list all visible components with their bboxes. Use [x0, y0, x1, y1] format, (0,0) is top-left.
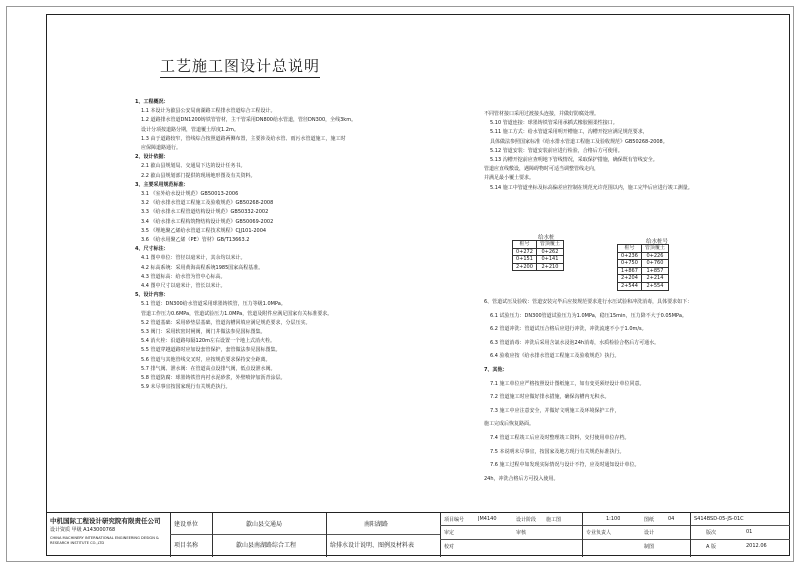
version-value: 01 — [746, 529, 753, 535]
note-line: 5.6 管道与其他管线交叉时，应按规范要求保持安全距离。 — [141, 356, 271, 363]
note-line: 并满足最小覆土要求。 — [484, 175, 535, 182]
proofread-label: 校对 — [444, 544, 455, 550]
note-line: 5、设计内容： — [135, 292, 169, 299]
note-line: 设计分项按道路分期，管道覆土厚度1.2m。 — [141, 126, 239, 133]
note-line: 5.3 阀门：采用软密封闸阀，阀门井做法参见国标图集。 — [141, 329, 266, 336]
table-header-cell: 桩号 — [618, 245, 642, 253]
note-line: 管道应直线敷设，遇障碍物时可适当调整管线走向， — [484, 166, 600, 173]
note-line: 5.14 施工中管道坐标及标高偏差应控制在规范允许范围以内，施工完毕后应进行竣工测量。 — [490, 184, 693, 191]
table-cell: 0+151 — [513, 256, 537, 264]
table-cell: 0+226 — [641, 252, 668, 260]
note-line: 3.3 《给水排水工程管道结构设计规范》GB50332-2002 — [141, 209, 269, 216]
note-line: 7.2 管道施工时应做好排水措施，确保沟槽内无积水。 — [490, 394, 610, 401]
pipe-table-2 — [617, 244, 669, 291]
note-line: 5.10 管道连接：球墨铸铁管采用承插式橡胶圈柔性接口。 — [490, 120, 618, 127]
drawing-number: S414BSD-05-JS-01C — [694, 516, 744, 522]
table-cell: 1+857 — [641, 267, 668, 275]
table-header-cell: 桩号 — [513, 241, 537, 249]
table-cell: 2+204 — [618, 275, 642, 283]
right-notes-column-2 — [484, 296, 764, 486]
note-line: 7、其他： — [484, 366, 508, 373]
note-line: 3.6 《给水用聚乙烯（PE）管材》GB/T13663.2 — [141, 237, 250, 244]
left-notes-column — [135, 98, 380, 393]
note-line: 6.2 管道冲洗：管道试压合格后应进行冲洗，冲洗流速不小于1.0m/s。 — [490, 326, 647, 333]
table-cell: 1+867 — [618, 267, 642, 275]
note-line: 5.5 管道穿越道路时应加设套管保护，套管做法参见国标图集。 — [141, 347, 281, 354]
unit-label: 建设单位 — [174, 521, 199, 528]
table-row — [618, 282, 669, 290]
project-no-label: 项目编号 — [444, 517, 465, 523]
drawing-title-2: 给排水设计说明、图例及材料表 — [330, 542, 415, 549]
project-name: 歙山县南湖路综合工程 — [236, 542, 297, 549]
note-line: 管道工作压力0.6MPa，管道试验压力1.0MPa，管道及附件应满足国家有关标准要求。 — [141, 310, 333, 317]
table-cell: 0+760 — [641, 260, 668, 268]
note-line: 1、工程概况： — [135, 99, 169, 105]
note-line: 5.7 排气阀、泄水阀：在管道高点设排气阀，低点设泄水阀。 — [141, 365, 276, 372]
note-line: 3.2 《给水排水管道工程施工及验收规范》GB50268-2008 — [141, 200, 274, 207]
sheet-no: 04 — [668, 516, 675, 522]
company-name-en: CHINA MACHINERY INTERNATIONAL ENGINEERING DESIGN & RESEARCH INSTITUTE CO.,LTD — [50, 536, 159, 545]
client-name: 歙山县交通局 — [246, 521, 283, 528]
table-row — [618, 275, 669, 283]
note-line: 2.1 歙山县规划局、交通局下达的设计任务书。 — [141, 163, 246, 170]
design-stage-label: 设计阶段 — [516, 517, 537, 523]
table-row — [618, 252, 669, 260]
note-line: 5.2 管道基础：采用砂垫层基础，管道沟槽回填应满足规范要求，分层压实。 — [141, 319, 311, 326]
note-line: 具体做法参照国家标准《给水排水管道工程施工及验收规范》GB50268-2008。 — [490, 138, 668, 145]
table-row — [618, 260, 669, 268]
table-cell: 2+544 — [618, 282, 642, 290]
note-line: 7.1 施工单位应严格按照设计图纸施工，如有变更须经设计单位同意。 — [490, 380, 645, 387]
table-row — [513, 263, 564, 271]
company-cert: 设计资质 甲级 A143000768 — [50, 527, 116, 533]
table-header-cell: 管顶覆土 — [536, 241, 563, 249]
note-line: 1.3 由于道路较窄，管线综合按照道路两侧布置，主要涉及给水管、雨污水管道施工，施工时 — [141, 135, 346, 142]
version-label: 版次 — [706, 530, 717, 536]
note-line: 2、设计依据： — [135, 154, 169, 161]
note-line: 5.1 管道：DN300给水管道采用球墨铸铁管，压力等级1.0MPa。 — [141, 301, 286, 308]
date-value: 2012.06 — [746, 543, 767, 549]
note-line: 7.5 本说明未尽事宜，按国家及地方现行有关规范标准执行。 — [490, 448, 625, 455]
note-line: 7.6 施工过程中如发现实际情况与设计不符，应及时通知设计单位。 — [490, 462, 640, 469]
note-line: 3.5 《埋地聚乙烯给水管道工程技术规程》CJJ101-2004 — [141, 227, 267, 234]
right-notes-column — [484, 110, 764, 193]
drawing-title-1: 南阳湖路 — [364, 521, 389, 528]
scale-value: 1:100 — [606, 516, 621, 522]
note-line: 3、主要采用规范标准： — [135, 181, 189, 188]
page-title: 工艺施工图设计总说明 — [160, 55, 320, 78]
title-block — [46, 512, 790, 557]
draw-label: 制图 — [644, 544, 655, 550]
table-cell: 2+554 — [641, 282, 668, 290]
note-line: 不同管材接口采用过渡接头连接，并做好防腐处理。 — [484, 111, 600, 117]
note-line: 6.3 管道消毒：冲洗后采用含氯水浸泡24h消毒，水质检验合格后方可通水。 — [490, 339, 660, 346]
table-cell: 2+210 — [536, 263, 563, 271]
table-cell: 0+272 — [513, 248, 537, 256]
note-line: 应保障道路通行。 — [141, 145, 182, 152]
pipe-table-1 — [512, 240, 564, 271]
note-line: 6.4 验收应按《给水排水管道工程施工及验收规范》执行。 — [490, 353, 620, 360]
table-cell: 0+750 — [618, 260, 642, 268]
project-label: 项目名称 — [174, 542, 199, 549]
table-header-cell: 管顶覆土 — [641, 245, 668, 253]
note-line: 5.4 消火栓：沿道路每隔120m左右设置一个地上式消火栓。 — [141, 338, 275, 345]
note-line: 6、管道试压及验收：管道安装完毕后应按规范要求进行水压试验和冲洗消毒，具体要求如下： — [484, 299, 693, 305]
note-line: 4.3 管道标高：给水管为管中心标高。 — [141, 273, 226, 280]
table1-caption: 给水桩 — [538, 235, 555, 241]
table-row — [618, 267, 669, 275]
table-cell: 2+214 — [641, 275, 668, 283]
note-line: 4.1 图中单位：管径以毫米计，其余均以米计。 — [141, 255, 246, 262]
table-cell: 0+141 — [536, 256, 563, 264]
company-name: 中机国际工程设计研究院有限责任公司 — [50, 517, 161, 525]
responsible-label: 专业负责人 — [586, 530, 612, 536]
table-row — [513, 248, 564, 256]
note-line: 4.4 图中尺寸以毫米计，管长以米计。 — [141, 283, 226, 290]
note-line: 24h，冲洗合格后方可投入使用。 — [484, 475, 559, 482]
note-line: 5.12 管道安装：管道安装前应进行检验，合格后方可使用。 — [490, 147, 623, 154]
sheet-label: 图纸 — [644, 517, 655, 523]
note-line: 3.4 《给水排水工程构筑物结构设计规范》GB50069-2002 — [141, 218, 274, 225]
design-stage: 施工图 — [546, 517, 562, 523]
table-cell: 2+200 — [513, 263, 537, 271]
note-line: 3.1 《室外给水设计规范》GB50013-2006 — [141, 191, 239, 198]
note-line: 5.13 沟槽开挖前应查明地下管线情况，采取保护措施，确保既有管线安全。 — [490, 157, 658, 164]
note-line: 4、尺寸标注： — [135, 246, 169, 253]
table-row — [513, 256, 564, 264]
note-line: 2.2 歙山县规划部门提供的现场地形图及有关资料。 — [141, 172, 256, 179]
note-line: 1.2 道路排水管道DN1200铸铁管管材，主干管采用DN800给水管道，管径DN300，全线3km。 — [141, 117, 357, 124]
note-line: 7.4 管道工程竣工后应及时整理竣工资料，交付使用单位存档。 — [490, 434, 630, 441]
table2-caption: 给水桩号 — [646, 239, 669, 245]
design-label: 设计 — [644, 530, 655, 536]
note-line: 5.8 管道防腐：球墨铸铁管内衬水泥砂浆，外壁喷锌加沥青涂层。 — [141, 375, 286, 382]
note-line: 施工完成后恢复路面。 — [484, 421, 535, 428]
note-line: 4.2 标高系统：采用黄海高程系统1985国家高程基准。 — [141, 264, 264, 271]
note-line: 7.3 施工中应注意安全，并做好文明施工及环境保护工作， — [490, 407, 620, 414]
note-line: 6.1 试验压力：DN300管道试验压力为1.0MPa，稳压15min，压力降不大于0.05MPa。 — [490, 312, 687, 319]
table-cell: 0+236 — [618, 252, 642, 260]
check-label: 审核 — [516, 530, 527, 536]
note-line: 5.11 施工方式：给水管道采用明开槽施工，沟槽开挖应满足规范要求， — [490, 129, 648, 136]
approve-label: 审定 — [444, 530, 455, 536]
project-no: JM4140 — [478, 516, 497, 522]
note-line: 5.9 未尽事宜按国家现行有关规范执行。 — [141, 384, 231, 391]
note-line: 1.1 本设计为歙县公安局南湖路工程排水管道综合工程设计。 — [141, 108, 276, 115]
a-version-label: A 版 — [706, 544, 717, 550]
table-cell: 0+262 — [536, 248, 563, 256]
